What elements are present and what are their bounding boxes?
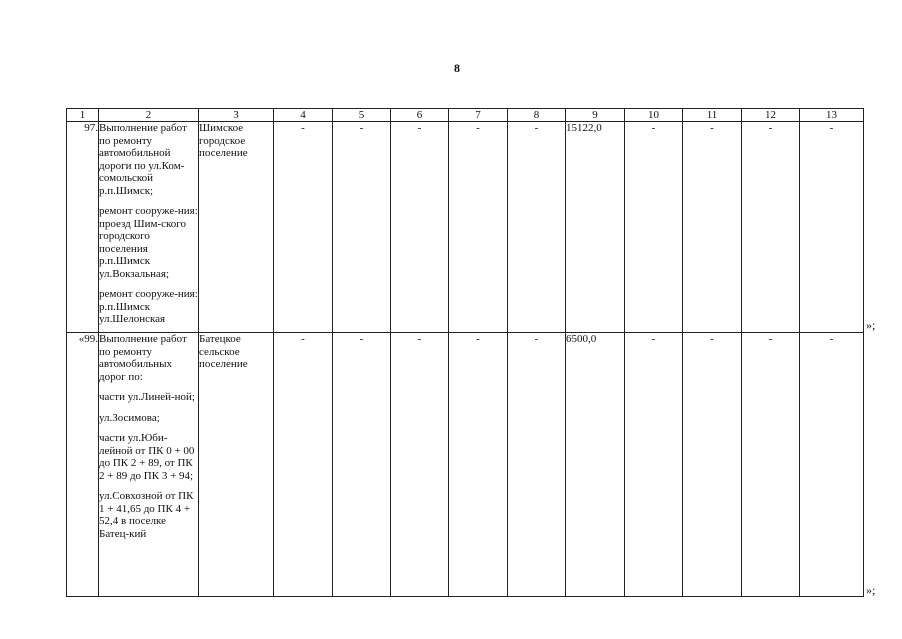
row-number: «99. bbox=[67, 333, 99, 597]
header-cell: 13 bbox=[800, 109, 864, 122]
work-paragraph: ремонт сооруже-ния: р.п.Шимск ул.Шелонская bbox=[99, 288, 198, 325]
cell-col8: - bbox=[508, 333, 566, 597]
cell-col7: - bbox=[449, 333, 508, 597]
cell-col4: - bbox=[274, 122, 333, 333]
cell-col8: - bbox=[508, 122, 566, 333]
cell-col11: - bbox=[683, 122, 742, 333]
settlement-name: Шимское городское поселение bbox=[199, 122, 274, 333]
cell-col6: - bbox=[391, 333, 449, 597]
header-cell: 2 bbox=[99, 109, 199, 122]
row-closing-quote: »; bbox=[866, 318, 876, 332]
header-cell: 6 bbox=[391, 109, 449, 122]
cell-col6: - bbox=[391, 122, 449, 333]
cell-col9-amount: 15122,0 bbox=[566, 122, 625, 333]
row-number: 97. bbox=[67, 122, 99, 333]
header-cell: 8 bbox=[508, 109, 566, 122]
data-table bbox=[66, 108, 864, 597]
cell-col4: - bbox=[274, 333, 333, 597]
cell-col5: - bbox=[333, 333, 391, 597]
header-cell: 9 bbox=[566, 109, 625, 122]
work-paragraph: части ул.Юби-лейной от ПК 0 + 00 до ПК 2 + 89, от ПК 2 + 89 до ПК 3 + 94; bbox=[99, 432, 195, 482]
header-cell: 12 bbox=[742, 109, 800, 122]
page-number: 8 bbox=[454, 61, 460, 75]
cell-col5: - bbox=[333, 122, 391, 333]
header-cell: 7 bbox=[449, 109, 508, 122]
cell-col13: - bbox=[800, 122, 864, 333]
work-paragraph: части ул.Линей-ной; bbox=[99, 391, 195, 403]
work-description bbox=[99, 333, 199, 597]
cell-col11: - bbox=[683, 333, 742, 597]
row-closing-quote: »; bbox=[866, 583, 876, 597]
table-header-row bbox=[67, 109, 864, 122]
work-paragraph: ул.Зосимова; bbox=[99, 411, 160, 424]
settlement-name: Батецкое сельское поселение bbox=[199, 333, 274, 597]
work-description bbox=[99, 122, 199, 333]
work-paragraph: ул.Совхозной от ПК 1 + 41,65 до ПК 4 + 52,4 в поселке Батец-кий bbox=[99, 490, 194, 540]
header-cell: 10 bbox=[625, 109, 683, 122]
header-cell: 11 bbox=[683, 109, 742, 122]
header-cell: 3 bbox=[199, 109, 274, 122]
cell-col9-amount: 6500,0 bbox=[566, 333, 625, 597]
cell-col7: - bbox=[449, 122, 508, 333]
work-paragraph: Выполнение работ по ремонту автомобильных дорог по: bbox=[99, 333, 187, 383]
header-cell: 4 bbox=[274, 109, 333, 122]
work-paragraph: ремонт сооруже-ния: проезд Шим-ского городского поселения р.п.Шимск ул.Вокзальная; bbox=[99, 205, 198, 280]
cell-col13: - bbox=[800, 333, 864, 597]
work-paragraph: Выполнение работ по ремонту автомобильной дороги по ул.Ком-сомольской р.п.Шимск; bbox=[99, 122, 187, 197]
cell-col10: - bbox=[625, 333, 683, 597]
cell-col10: - bbox=[625, 122, 683, 333]
header-cell: 1 bbox=[67, 109, 99, 122]
header-cell: 5 bbox=[333, 109, 391, 122]
table-row bbox=[67, 122, 864, 333]
cell-col12: - bbox=[742, 122, 800, 333]
table-row bbox=[67, 333, 864, 597]
cell-col12: - bbox=[742, 333, 800, 597]
